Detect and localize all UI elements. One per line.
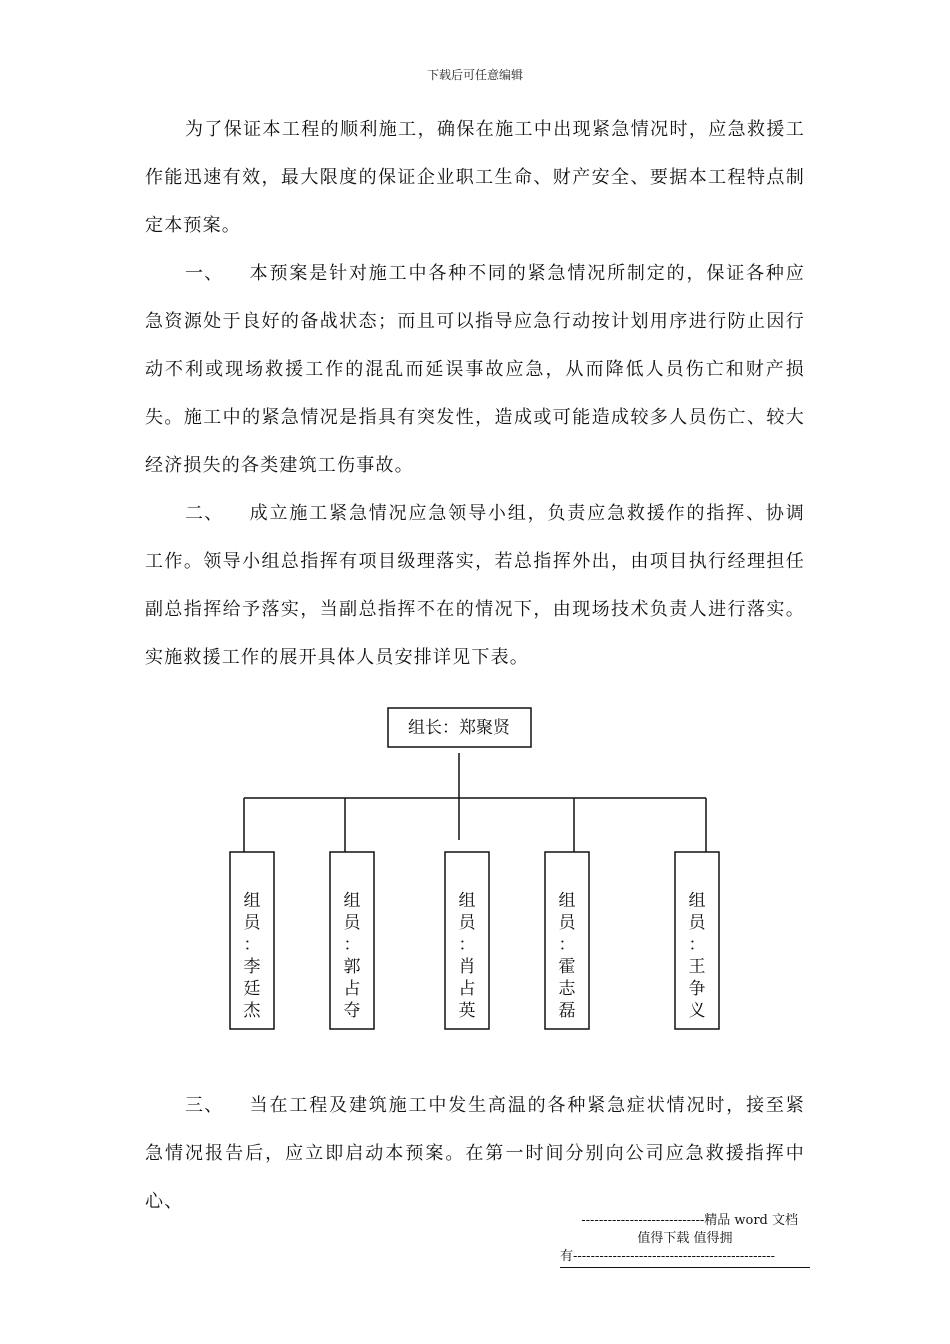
member-name-char: 肖 <box>458 957 476 977</box>
member-box <box>545 852 589 1029</box>
member-name-char: 郭 <box>343 957 361 977</box>
member-name-char: 争 <box>688 979 706 999</box>
member-name-char: 李 <box>243 957 261 977</box>
member-name-char: 王 <box>688 957 706 977</box>
member-box <box>230 852 274 1029</box>
leader-label: 组长：郑聚贤 <box>408 718 510 738</box>
member-name-char: 组 <box>558 891 576 911</box>
paragraph-section-2 <box>145 490 805 682</box>
paragraph-section-1 <box>145 250 805 490</box>
member-name-char: 员 <box>343 913 361 933</box>
member-name-char: 组 <box>458 891 476 911</box>
member-name-char: 组 <box>243 891 261 911</box>
page-header: 下载后可任意编辑 <box>426 68 523 82</box>
member-name-char: 杰 <box>243 1001 261 1021</box>
section-2-text: 成立施工紧急情况应急领导小组，负责应急救援作的指挥、协调工作。领导小组总指挥有项目级理落实，若总指挥外出，由项目执行经理担任副总指挥给予落实，当副总指挥不在的情况下，由现场技术负责人进行落实。实施救援工作的展开具体人员安排详见下表。 <box>145 503 805 668</box>
member-name-char: 员 <box>243 913 261 933</box>
member-name-char: ： <box>688 935 706 955</box>
member-name-char: 占 <box>343 979 361 999</box>
member-name-char: ： <box>458 935 476 955</box>
member-name-char: 员 <box>458 913 476 933</box>
member-box <box>445 852 489 1029</box>
member-name-char: 占 <box>458 979 476 999</box>
member-name-char: ： <box>343 935 361 955</box>
section-number-1: 一、 <box>185 263 224 284</box>
member-name-char: 磊 <box>558 1001 576 1021</box>
member-name-char: ： <box>243 935 261 955</box>
footer-line-1: ----------------------------精品 word 文档 <box>581 1213 798 1228</box>
page-footer <box>560 1212 810 1268</box>
section-number-2: 二、 <box>185 503 224 524</box>
member-name-char: 夺 <box>343 1001 361 1021</box>
member-name-char: ： <box>558 935 576 955</box>
member-name-char: 志 <box>558 979 576 999</box>
member-box <box>675 852 719 1029</box>
footer-line-3: 有---------------------------------------------- <box>560 1248 810 1268</box>
member-name-char: 组 <box>343 891 361 911</box>
member-name-char: 员 <box>688 913 706 933</box>
member-name-char: 组 <box>688 891 706 911</box>
member-name-char: 员 <box>558 913 576 933</box>
member-box <box>330 852 374 1029</box>
section-1-text: 本预案是针对施工中各种不同的紧急情况所制定的，保证各种应急资源处于良好的备战状态；而且可以指导应急行动按计划用序进行防止因行动不利或现场救援工作的混乱而延误事故应急，从而降低人员伤亡和财产损失。施工中的紧急情况是指具有突发性，造成或可能造成较多人员伤亡、较大经济损失的各类建筑工伤事故。 <box>145 263 805 476</box>
member-name-char: 义 <box>688 1001 706 1021</box>
leader-box <box>388 708 531 747</box>
member-name-char: 廷 <box>243 979 261 999</box>
section-number-3: 三、 <box>185 1095 224 1116</box>
paragraph-section-3 <box>145 1082 805 1226</box>
member-name-char: 霍 <box>558 957 576 977</box>
paragraph-intro: 为了保证本工程的顺利施工，确保在施工中出现紧急情况时，应急救援工作能迅速有效，最大限度的保证企业职工生命、财产安全、要据本工程特点制定本预案。 <box>145 119 805 236</box>
section-3-text: 当在工程及建筑施工中发生高温的各种紧急症状情况时，接至紧急情况报告后，应立即启动本预案。在第一时间分别向公司应急救援指挥中心、 <box>145 1095 805 1212</box>
footer-line-2: 值得下载 值得拥 <box>637 1231 733 1246</box>
member-name-char: 英 <box>458 1001 476 1021</box>
